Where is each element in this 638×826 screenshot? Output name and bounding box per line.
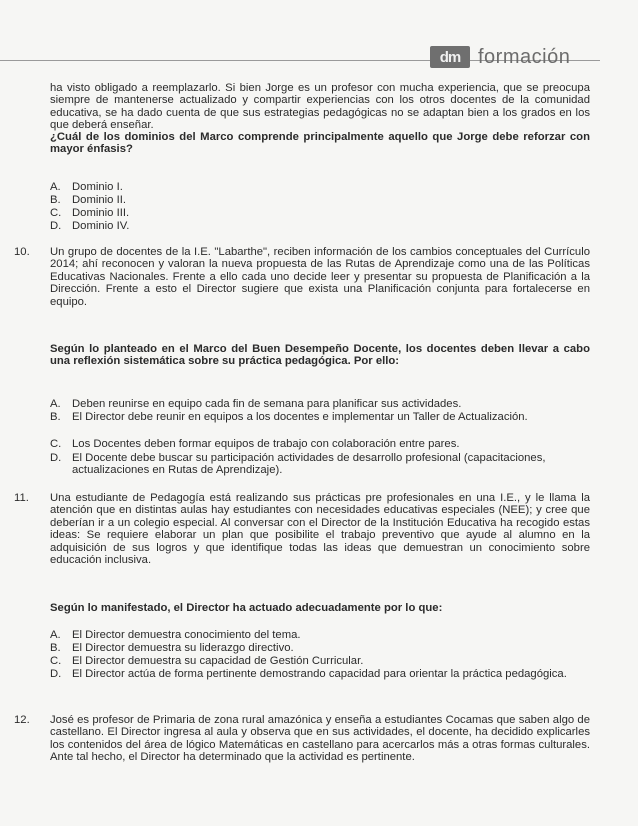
q11-option-b: [50, 642, 590, 654]
option-letter: B.: [50, 642, 61, 654]
q10-text: Un grupo de docentes de la I.E. "Labarthe", reciben información de los cambios conceptuales del Currículo 2014; ahí reconocen y valoran la nueva propuesta de las Rutas de Aprendizaje como una de las Políticas Educativas Nacionales. Frente a ello cada uno decide leer y presentar su propuesta de Planificación a la Dirección. Frente a esto el Director sugiere que exista una Planificación conjunta para fortalecerse en equipo.: [50, 246, 590, 308]
option-letter: D.: [50, 452, 62, 464]
option-letter: C.: [50, 438, 62, 450]
option-text: El Docente debe buscar su participación actividades de desarrollo profesional (capacitaciones, actualizaciones en Rutas de Aprendizaje).: [72, 452, 546, 477]
q10-number: 10.: [14, 246, 30, 258]
option-text: El Director demuestra su capacidad de Gestión Curricular.: [72, 655, 364, 667]
option-letter: D.: [50, 220, 62, 232]
q9-option-b: [50, 194, 590, 206]
option-letter: D.: [50, 668, 62, 680]
q10-option-a: [50, 398, 590, 410]
option-letter: C.: [50, 207, 62, 219]
q9-option-a: [50, 181, 590, 193]
option-text: El Director actúa de forma pertinente demostrando capacidad para orientar la práctica pedagógica.: [72, 668, 567, 680]
q12-text: José es profesor de Primaria de zona rural amazónica y enseña a estudiantes Cocamas que saben algo de castellano. El Director ingresa al aula y observa que en sus actividades, el docente, ha decidido explicarles los contenidos del área de lógico Matemáticas en castellano para acercarlos más a otras formas culturales. Ante tal hecho, el Director ha determinado que la actividad es pertinente.: [50, 714, 590, 764]
q12-number: 12.: [14, 714, 30, 726]
q11-option-d: [50, 668, 590, 680]
q11-option-a: [50, 629, 590, 641]
option-text: Deben reunirse en equipo cada fin de semana para planificar sus actividades.: [72, 398, 462, 410]
q9-option-c: [50, 207, 590, 219]
option-text: Los Docentes deben formar equipos de trabajo con colaboración entre pares.: [72, 438, 460, 450]
option-letter: C.: [50, 655, 62, 667]
header-logo: [430, 44, 570, 70]
q10-option-d: [50, 452, 590, 477]
q10-option-b: [50, 411, 590, 423]
option-letter: A.: [50, 181, 61, 193]
option-letter: A.: [50, 629, 61, 641]
option-letter: A.: [50, 398, 61, 410]
option-text: El Director debe reunir en equipos a los docentes e implementar un Taller de Actualización.: [72, 411, 528, 423]
option-text: Dominio II.: [72, 194, 126, 206]
option-text: El Director demuestra conocimiento del tema.: [72, 629, 301, 641]
q11-question: Según lo manifestado, el Director ha actuado adecuadamente por lo que:: [50, 602, 443, 614]
q11-option-c: [50, 655, 590, 667]
option-letter: B.: [50, 411, 61, 423]
logo-mark: dm: [430, 46, 470, 68]
logo-text: formación: [478, 45, 571, 68]
q10-question: Según lo planteado en el Marco del Buen Desempeño Docente, los docentes deben llevar a cabo una reflexión sistemática sobre su práctica pedagógica. Por ello:: [50, 343, 590, 368]
option-text: Dominio IV.: [72, 220, 130, 232]
q9-option-d: [50, 220, 590, 232]
q11-text: Una estudiante de Pedagogía está realizando sus prácticas pre profesionales en una I.E., y le llama la atención que en distintas aulas hay estudiantes con necesidades educativas especiales (NEE); y cree que deberían ir a un colegio especial. Al conversar con el Director de la Institución Educativa ha recogido estas ideas: Se requiere elaborar un plan que posibilite el trabajo preventivo que ayude al alumno en la adquisición de sus logros y que identifique todas las ideas que demuestran un conocimiento sobre educación inclusiva.: [50, 492, 590, 567]
option-text: Dominio III.: [72, 207, 130, 219]
option-text: Dominio I.: [72, 181, 123, 193]
q9-context: ha visto obligado a reemplazarlo. Si bien Jorge es un profesor con mucha experiencia, que se preocupa siempre de mantenerse actualizado y compartir experiencias con los otros docentes de la comunidad educativa, se ha dado cuenta de que sus estrategias pedagógicas no se adaptan bien a los grados en los que deberá enseñar.: [50, 82, 590, 132]
option-letter: B.: [50, 194, 61, 206]
q10-option-c: [50, 438, 590, 450]
option-text: El Director demuestra su liderazgo directivo.: [72, 642, 294, 654]
q11-number: 11.: [14, 492, 29, 504]
q9-question: ¿Cuál de los dominios del Marco comprende principalmente aquello que Jorge debe reforzar con mayor énfasis?: [50, 131, 590, 156]
